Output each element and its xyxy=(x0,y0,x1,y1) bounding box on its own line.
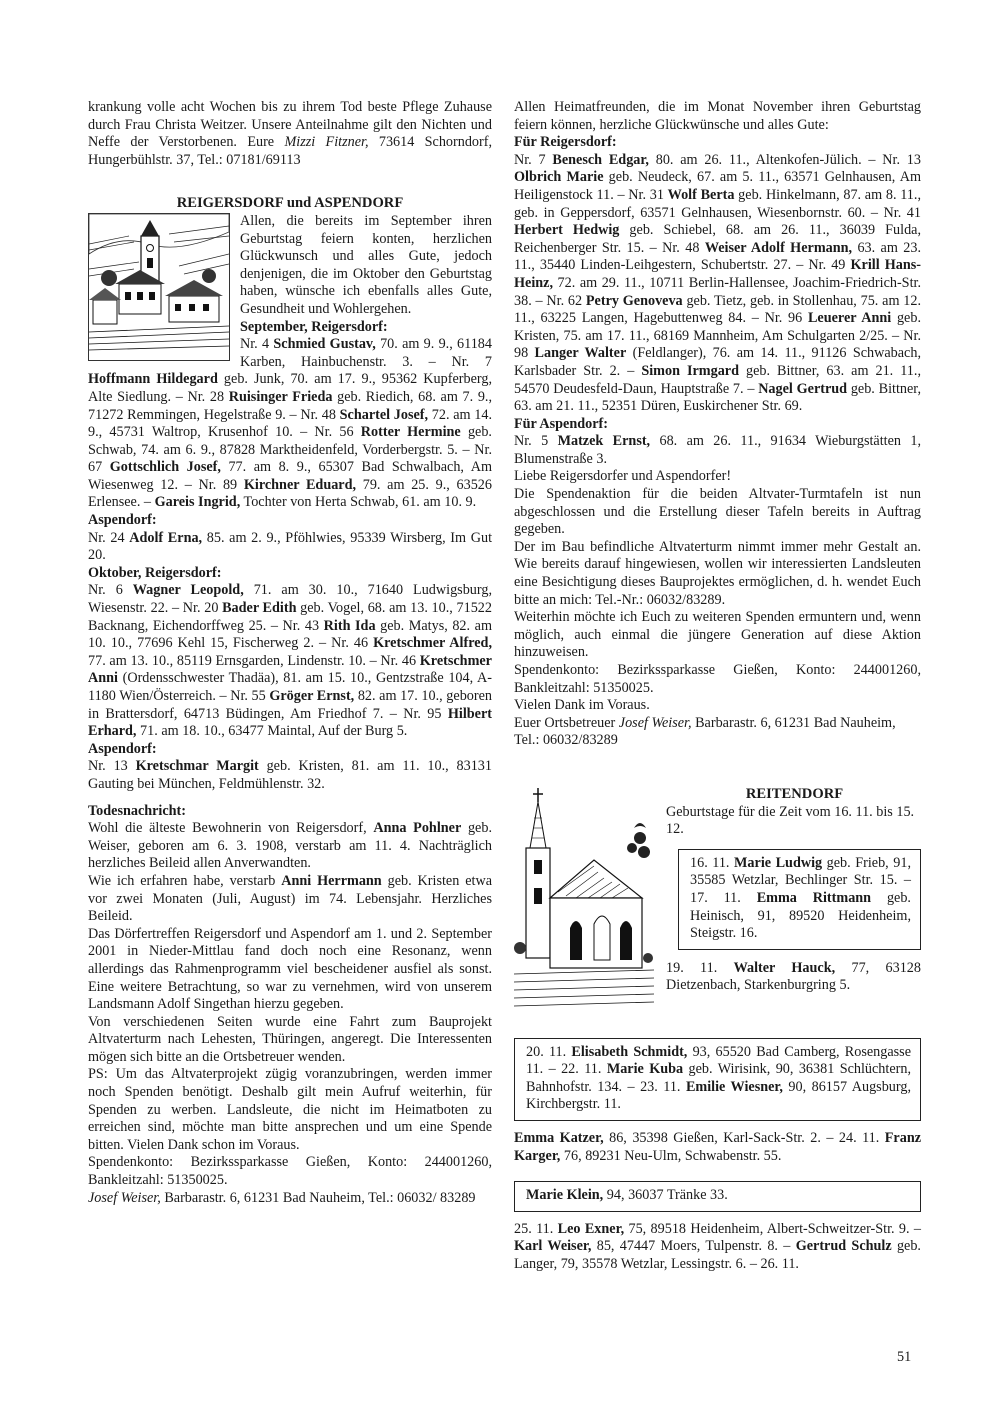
entry-text: 72. am 14. 9., 45731 Waltrop, Krusenhof 10. – Nr. 56 xyxy=(88,406,492,441)
person-name: Gareis Ingrid, xyxy=(154,494,241,511)
section-september-aspendorf: Aspendorf: Nr. 24 Adolf Erna, 85. am 2. 9., Pföhlwies, 95339 Wirsberg, Im Gut 20. xyxy=(88,512,493,564)
signature: Euer Ortsbetreuer Josef Weiser, Barbarastr. 6, 61231 Bad Nauheim, Tel.: 06032/83289 xyxy=(514,714,896,749)
person-name: Karl Weiser, xyxy=(514,1238,592,1255)
birthday-entry xyxy=(514,1130,921,1165)
person-name: Kirchner Eduard, xyxy=(243,476,357,493)
entry-text: geb. Kristen, 75. am 17. 11., 68169 Mannheim, Am Schulgarten 2/25. – Nr. 98 xyxy=(514,310,921,362)
person-name: Emma Katzer, xyxy=(514,1129,604,1146)
entry-text: 16. 11. xyxy=(690,854,735,871)
person-name: Kretschmer Alfred, xyxy=(373,635,492,652)
entry-text: 77. am 8. 9., 65307 Bad Schwalbach, Am Wiesenweg 12. – Nr. 89 xyxy=(88,459,493,493)
entry-text: 72. am 29. 11., 10711 Berlin-Hallensee, Joachim-Friedrich-Str. 38. – Nr. 62 xyxy=(514,274,921,309)
donation-paragraph: PS: Um das Altvaterprojekt zügig voranzubringen, werden immer noch Spenden benötigt. Deshalb gilt mein Aufruf weiterhin, für Spenden zu werben. Landsleute, die nicht im Heimatboten zu erreichen sind, möchte man bitte ansprechen und um eine Spende bitten. Vielen Dank schon im Voraus. xyxy=(88,1066,492,1153)
person-name: Nagel Gertrud xyxy=(758,380,848,397)
person-name: Krill Hans-Heinz, xyxy=(514,257,921,291)
fuer-reigersdorf-title: Für Reigersdorf: xyxy=(514,134,617,151)
aspendorf-list xyxy=(514,433,921,468)
bank-account: Spendenkonto: Bezirkssparkasse Gießen, Konto: 244001260, Bankleitzahl: 51350025. xyxy=(514,662,921,696)
greeting-paragraph: Allen, die bereits im September ihren Geburtstag feiern konten, herzlichen Glückwunsch und alles Gute, jedoch denjenigen, die im Oktober den Geburtstag haben, wünsche ich ebenfalls alles Gute, Gesundheit und Wohlergehen. xyxy=(240,212,492,317)
entry-text: geb. Kristen etwa vor zwei Monaten (Juli, August) im 74. Lebensjahr. Herzliches Beileid. xyxy=(88,872,492,925)
entry-text: 71. am 18. 10., 63477 Maintal, Auf der Burg 5. xyxy=(136,723,408,740)
person-name: Emilie Wiesner, xyxy=(685,1078,783,1095)
entry-text: 25. 11. xyxy=(514,1220,558,1237)
person-name: Franz Karger, xyxy=(514,1129,922,1164)
section-heading-reigersdorf: REIGERSDORF und ASPENDORF xyxy=(176,195,404,212)
birthday-box xyxy=(678,849,921,950)
person-name: Kretschmer Anni xyxy=(88,652,492,687)
person-name: Adolf Erna, xyxy=(129,529,203,546)
birthday-box xyxy=(514,1181,921,1212)
bank-account: Spendenkonto: Bezirkssparkasse Gießen, Konto: 244001260, Bankleitzahl: 51350025. xyxy=(88,1154,492,1189)
entry-text: 85. am 2. 9., Pföhlwies, 95339 Wirsberg, Im Gut 20. xyxy=(88,529,493,564)
birthday-entry xyxy=(514,1221,921,1274)
person-name: Emma Rittmann xyxy=(756,889,872,906)
person-name: Marie Klein, xyxy=(526,1187,604,1204)
entry-text: 85, 47447 Moers, Tulpenstr. 8. – xyxy=(591,1238,796,1255)
entry-text: Wohl die älteste Bewohnerin von Reigersdorf, xyxy=(88,820,374,837)
entry-text: 79. am 25. 9., 63526 Erlensee. – xyxy=(88,476,492,511)
birthday-box xyxy=(514,1038,921,1121)
person-name: Schartel Josef, xyxy=(339,406,429,423)
entry-text: geb. Weiser, geboren am 6. 3. 1908, verstarb am 11. 4. Nachträglich herzliches Beileid allen Anverwandten. xyxy=(88,820,492,872)
death-notice-title: Todesnachricht: xyxy=(88,802,187,819)
entry-text: geb. Langer, 79, 35578 Wetzlar, Lessingstr. 6. – 26. 11. xyxy=(514,1238,921,1272)
person-name: Marie Ludwig xyxy=(734,854,823,871)
entry-text: Tochter von Herta Schwab, 61. am 10. 9. xyxy=(240,494,477,511)
person-name: Hoffmann Hildegard xyxy=(88,371,218,388)
entry-text: geb. Riedich, 68. am 7. 9., 71272 Remmingen, Hegelstraße 9. – Nr. 48 xyxy=(88,388,492,423)
birthday-sections xyxy=(88,319,492,794)
person-name: Olbrich Marie xyxy=(514,169,604,186)
entry-text: 77, 63128 Dietzenbach, Starkenburgring 5. xyxy=(666,959,921,994)
entry-text: geb. Kristen, 81. am 11. 10., 83131 Gauting bei München, Feldmühlenstr. 32. xyxy=(88,758,492,792)
person-name: Hilbert Erhard, xyxy=(88,705,492,740)
entry-text: geb. Hinkelmann, 87. am 8. 11., geb. in Geppersdorf, 63571 Gelnhausen, Wiesenbornstr. 60. – Nr. 41 xyxy=(514,186,921,221)
entry-text: 19. 11. xyxy=(666,959,734,976)
person-name: Wagner Leopold, xyxy=(132,582,244,599)
entry-text: (Feldlanger), 76. am 14. 11., 91126 Schwabach, Karlsbader Str. 2. – xyxy=(514,345,921,379)
person-name: Langer Walter xyxy=(534,345,627,362)
person-name: Leo Exner, xyxy=(557,1220,625,1237)
person-name: Gröger Ernst, xyxy=(269,688,355,704)
reitendorf-heading: REITENDORF xyxy=(745,785,844,802)
entry-text: 75, 89518 Heidenheim, Albert-Schweitzer-Str. 9. – xyxy=(624,1220,921,1237)
right-column xyxy=(514,99,921,1274)
entry-text: 70. am 9. 9., 61184 Karben, Hainbuchenstr. 3. – Nr. 7 xyxy=(240,336,492,370)
reitendorf-intro: Geburtstage für die Zeit vom 16. 11. bis 15. 12. xyxy=(666,803,915,838)
letter-salutation: Liebe Reigersdorfer und Aspendorfer! xyxy=(514,468,732,485)
entry-text: Nr. 13 xyxy=(88,758,136,775)
person-name: Matzek Ernst, xyxy=(557,433,651,450)
person-name: Wolf Berta xyxy=(667,186,735,203)
entry-text: geb. Vogel, 68. am 13. 10., 71522 Backnang, Eichendorffweg 25. – Nr. 43 xyxy=(88,600,492,634)
signature: Josef Weiser, Barbarastr. 6, 61231 Bad Nauheim, Tel.: 06032/ 83289 xyxy=(88,1189,476,1206)
entry-text: 68. am 26. 11., 91634 Wieburgstätten 1, Blumenstraße 3. xyxy=(514,433,921,467)
person-name: Leuerer Anni xyxy=(807,310,892,327)
entry-text: geb. Schwab, 74. am 6. 9., 87828 Marktheidenfeld, Vorderbergstr. 5. – Nr. 67 xyxy=(88,424,492,476)
person-name: Gottschlich Josef, xyxy=(109,459,221,476)
person-name: Petry Genoveva xyxy=(585,292,683,309)
entry-text: 20. 11. xyxy=(526,1043,572,1060)
november-intro: Allen Heimatfreunden, die im Monat November ihren Geburtstag feiern können, herzliche Glückwünsche und alles Gute: xyxy=(514,99,921,133)
meeting-paragraph: Das Dörfertreffen Reigersdorf und Aspendorf am 1. und 2. September 2001 in Nieder-Mittlau fand doch noch eine Resonanz, wenn allerdings das Rahmenprogramm viel bescheidener ausfiel als sonst. Eine weitere Betrachtung, so war zu vernehmen, wird von unserem Landsmann Adolf Singethan hierzu gegeben. xyxy=(88,925,492,1013)
person-name: Marie Kuba xyxy=(606,1061,684,1078)
section-september-reigersdorf: September, Reigersdorf: Nr. 4 Schmied Gustav, 70. am 9. 9., 61184 Karben, Hainbuchenstr. 3. – Nr. 7 Hoffmann Hildegard geb. Junk, 70. am 17. 9., 95362 Kupferberg, Alte Siedlung. – Nr. 28 Ruisinger Frieda geb. Riedich, 68. am 7. 9., 71272 Remmingen, Hegelstraße 9. – Nr. 48 Schartel Josef, 72. am 14. 9., 45731 Waltrop, Krusenhof 10. – Nr. 56 Rotter Hermine geb. Schwab, 74. am 6. 9., 87828 Marktheidenfeld, Vorderbergstr. 5. – Nr. 67 Gottschlich Josef, 77. am 8. 9., 65307 Bad Schwalbach, Am Wiesenweg 12. – Nr. 89 Kirchner Eduard, 79. am 25. 9., 63526 Erlensee. – Gareis Ingrid, Tochter von Herta Schwab, 61. am 10. 9. xyxy=(88,318,493,511)
letter-paragraph: Die Spendenaktion für die beiden Altvater-Turmtafeln ist nun abgeschlossen und die Erstellung dieser Tafeln bereits in Auftrag gegeben. xyxy=(514,486,921,538)
entry-text: Nr. 4 xyxy=(240,336,274,353)
person-name: Herbert Hedwig xyxy=(514,222,620,239)
entry-text: geb. Junk, 70. am 17. 9., 95362 Kupferberg, Alte Siedlung. – Nr. 28 xyxy=(88,371,492,405)
intro-paragraph: krankung volle acht Wochen bis zu ihrem Tod beste Pflege Zuhause durch Frau Christa Weitzer. Unsere Anteilnahme gilt den Nichten und Neffe der Verstorbenen. Eure Mizzi Fitzner, 73614 Schorndorf, Hungerbühlstr. 37, Tel.: 07181/69113 xyxy=(88,99,493,168)
entry-text: 94, 36037 Tränke 33. xyxy=(603,1187,728,1204)
entry-text: 80. am 26. 11., Altenkofen-Jülich. – Nr. 13 xyxy=(648,151,921,168)
entry-text: geb. Tietz, geb. in Stollenhau, 75. am 12. 11., 63225 Langen, Hagebuttenweg 84. – Nr. 96 xyxy=(514,292,921,327)
section-oktober-reigersdorf: Oktober, Reigersdorf: Nr. 6 Wagner Leopold, 71. am 30. 10., 71640 Ludwigsburg, Wiesenstr. 22. – Nr. 20 Bader Edith geb. Vogel, 68. am 13. 10., 71522 Backnang, Eichendorffweg 25. – Nr. 43 Rith Ida geb. Matys, 82. am 10. 10., 77696 Kehl 15, Fischerweg 2. – Nr. 46 Kretschmer Alfred, 77. am 13. 10., 85119 Ernsgarden, Lindenstr. 10. – Nr. 46 Kretschmer Anni (Ordensschwester Thadäa), 81. am 15. 10., Gentzstraße 104, A-1180 Wien/Österreich. – Nr. 55 Gröger Ernst, 82. am 17. 10., geboren in Brattersdorf, 64713 Büdingen, Am Friedhof 7. – Nr. 95 Hilbert Erhard, 71. am 18. 10., 63477 Maintal, Auf der Burg 5. xyxy=(88,564,492,740)
section-oktober-aspendorf: Aspendorf: Nr. 13 Kretschmar Margit geb. Kristen, 81. am 11. 10., 83131 Gauting bei München, Feldmühlenstr. 32. xyxy=(88,740,492,792)
entry-text: geb. Neudeck, 67. am 5. 11., 63571 Gelnhausen, Am Heiligenstock 11. – Nr. 31 xyxy=(514,169,921,203)
entry-text: geb. Bittner, 63. am 21. 11., 52351 Düren, Euskirchener Str. 69. xyxy=(514,380,922,415)
person-name: Weiser Adolf Hermann, xyxy=(704,239,853,256)
thanks: Vielen Dank im Voraus. xyxy=(514,697,650,714)
entry-text: Nr. 24 xyxy=(88,529,130,546)
letter-paragraph: Der im Bau befindliche Altvaterturm nimmt immer mehr Gestalt an. Wie bereits darauf hingewiesen, wollen wir interessierten Landsleuten eine Besichtigung dieses Bauprojektes ermöglichen, d. h. wendet Euch bitte an mich: Tel.-Nr.: 06032/83289. xyxy=(514,538,921,608)
person-name: Walter Hauck, xyxy=(733,959,836,976)
person-name: Anni Herrmann xyxy=(281,872,382,889)
church-icon xyxy=(514,788,654,1010)
entry-text: 93, 65520 Bad Camberg, Rosengasse 11. – 22. 11. xyxy=(526,1043,911,1078)
entry-text: geb. Heinisch, 91, 89520 Heidenheim, Steigstr. 16. xyxy=(690,889,911,942)
entry-text: geb. Wirisink, 90, 36381 Schlüchtern, Bahnhofstr. 134. – 23. 11. xyxy=(526,1061,912,1095)
person-name: Gertrud Schulz xyxy=(795,1238,892,1255)
entry-text: (Ordensschwester Thadäa), 81. am 15. 10., Gentzstraße 104, A-1180 Wien/Österreich. – Nr. 55 xyxy=(88,670,492,704)
entry-text: 63. am 23. 11., 35440 Linden-Leihgestern, Schubertstr. 27. – Nr. 49 xyxy=(514,239,922,274)
entry-text: Nr. 6 xyxy=(88,582,133,599)
entry-text: Wie ich erfahren habe, verstarb xyxy=(88,872,282,889)
entry-text: Nr. 7 xyxy=(514,151,553,168)
fuer-aspendorf-title: Für Aspendorf: xyxy=(514,415,608,432)
person-name: Elisabeth Schmidt, xyxy=(571,1043,688,1060)
person-name: Kretschmar Margit xyxy=(135,758,259,775)
person-name: Ruisinger Frieda xyxy=(228,388,333,405)
left-column xyxy=(88,99,492,1207)
person-name: Rith Ida xyxy=(323,617,376,634)
entry-text: 77. am 13. 10., 85119 Ernsgarden, Lindenstr. 10. – Nr. 46 xyxy=(88,652,420,669)
death-notice-2 xyxy=(88,873,492,926)
person-name: Simon Irmgard xyxy=(641,362,739,379)
entry-text: 82. am 17. 10., geboren in Brattersdorf, 64713 Büdingen, Am Friedhof 7. – Nr. 95 xyxy=(88,688,492,722)
entry-text: geb. Matys, 82. am 10. 10., 77696 Kehl 15, Fischerweg 2. – Nr. 46 xyxy=(88,617,492,652)
person-name: Anna Pohlner xyxy=(373,820,462,837)
person-name: Benesch Edgar, xyxy=(552,151,649,168)
person-name: Rotter Hermine xyxy=(360,424,461,441)
entry-text: geb. Bittner, 63. am 21. 11., 54570 Deudesfeld-Daun, Hauptstraße 7. – xyxy=(514,362,921,397)
death-notice-1 xyxy=(88,820,492,873)
entry-text: Nr. 5 xyxy=(514,433,558,450)
entry-text: geb. Schiebel, 68. am 26. 11., 36039 Fulda, Reichenberger Str. 15. – Nr. 48 xyxy=(514,222,922,256)
trip-paragraph: Von verschiedenen Seiten wurde eine Fahrt zum Bauprojekt Altvaterturm nach Lehesten, Thüringen, angeregt. Die Interessenten mögen sich bitte an die Ortsbetreuer wenden. xyxy=(88,1013,492,1065)
village-church-icon xyxy=(89,214,229,354)
entry-text: 71. am 30. 10., 71640 Ludwigsburg, Wiesenstr. 22. – Nr. 20 xyxy=(88,582,492,617)
page-number: 51 xyxy=(897,1349,912,1365)
entry-text: geb. Frieb, 91, 35585 Wetzlar, Bechlinger Str. 15. – 17. 11. xyxy=(690,854,912,906)
entry-text: 86, 35398 Gießen, Karl-Sack-Str. 2. – 24. 11. xyxy=(603,1129,885,1146)
church-illustration xyxy=(514,788,654,1016)
person-name: Bader Edith xyxy=(222,600,297,617)
letter-paragraph: Weiterhin möchte ich Euch zu weiteren Spenden ermuntern und, wenn möglich, auch einmal die jüngere Generation auf diese Aktion hinzuweisen. xyxy=(514,609,921,661)
reigersdorf-list xyxy=(514,152,921,416)
entry-text: 90, 86157 Augsburg, Kirchbergstr. 11. xyxy=(526,1078,911,1113)
person-name: Schmied Gustav, xyxy=(273,336,376,353)
village-illustration xyxy=(88,213,230,361)
entry-text: 76, 89231 Neu-Ulm, Schwabenstr. 55. xyxy=(560,1147,782,1164)
